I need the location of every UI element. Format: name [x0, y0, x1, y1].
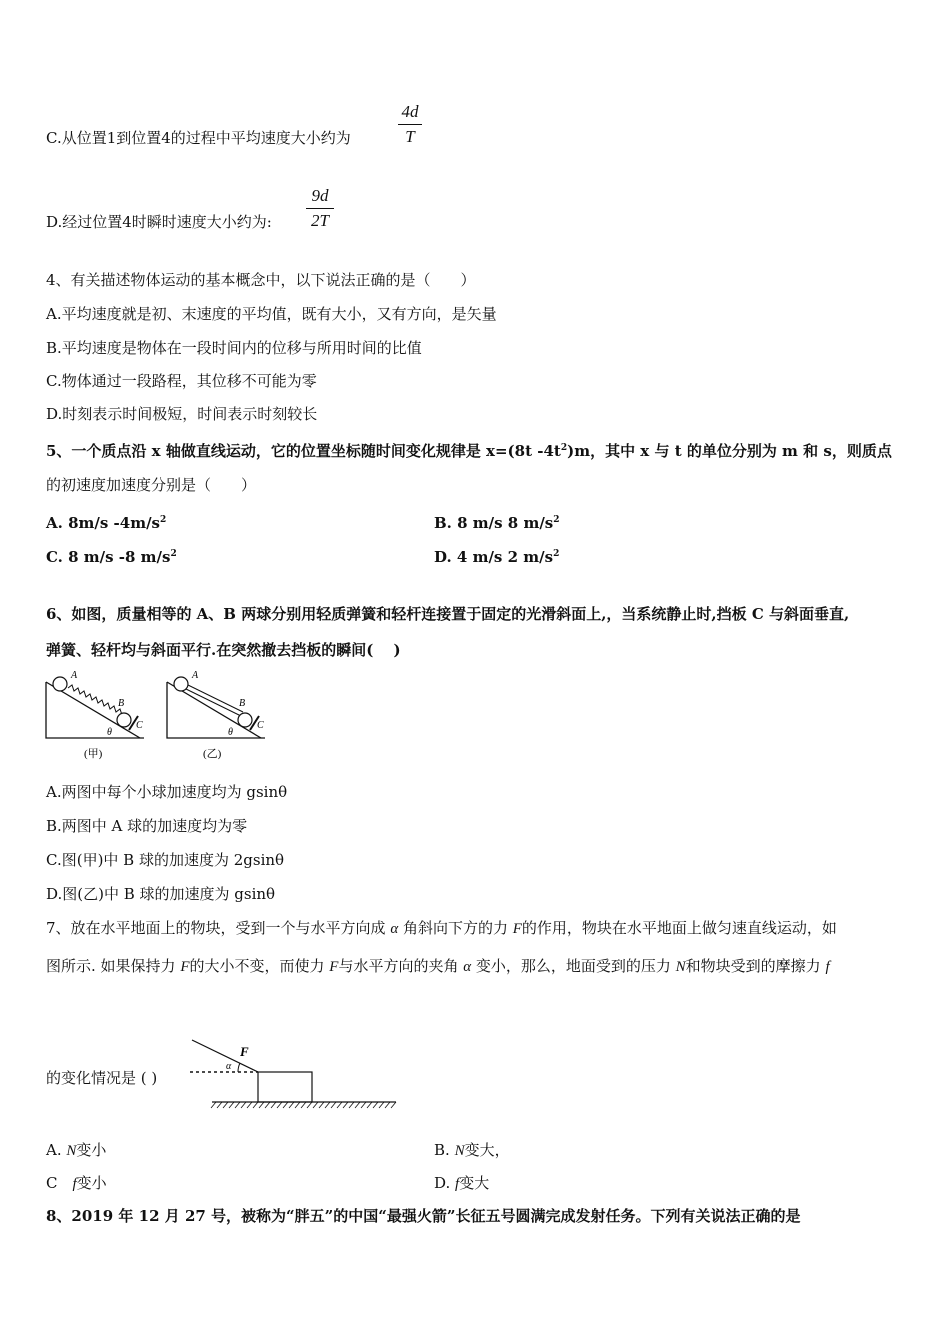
q7-stem-line1 — [46, 918, 837, 939]
caption-yi: (乙) — [203, 748, 222, 760]
q5-a-text: A. 8m/s -4m/s — [46, 514, 160, 532]
label-c-jia: C — [136, 720, 143, 731]
q6-option-c: C.图(甲)中 B 球的加速度为 2gsinθ — [46, 851, 285, 869]
q3-option-c: C.从位置1到位置4的过程中平均速度大小约为 — [46, 129, 351, 147]
q3-option-d: D.经过位置4时瞬时速度大小约为: — [46, 213, 272, 231]
q6-option-a: A.两图中每个小球加速度均为 gsinθ — [46, 783, 288, 801]
q7-d-pre: D. — [434, 1174, 456, 1192]
q7-l1c: 的作用，物块在水平地面上做匀速直线运动，如 — [521, 919, 837, 937]
q6-stem-line2: 弹簧、轻杆均与斜面平行.在突然撤去挡板的瞬间( ) — [46, 641, 401, 659]
q5-b-text: B. 8 m/s 8 m/s — [434, 514, 554, 532]
q5-option-b — [434, 510, 560, 533]
q5-stem-line2: 的初速度加速度分别是（ ） — [46, 476, 257, 494]
q7-b-var: N — [454, 1143, 465, 1159]
q7-a-var: N — [66, 1143, 77, 1159]
q7-d-var: f — [455, 1176, 460, 1192]
q5-option-a — [46, 510, 166, 533]
label-a-yi: A — [192, 670, 199, 681]
q6-figure-yi — [167, 670, 265, 760]
q3-option-c-fraction — [398, 102, 422, 147]
ball-a-yi — [174, 677, 188, 691]
q3-c-numerator: 4d — [401, 102, 419, 121]
q5-option-d — [434, 544, 559, 567]
q4-stem: 4、有关描述物体运动的基本概念中，以下说法正确的是（ ） — [46, 271, 476, 289]
ground-hatching — [211, 1102, 396, 1108]
q7-l2a: 图所示. 如果保持力 — [46, 957, 181, 975]
q7-option-a — [46, 1140, 106, 1161]
q5-exponent: 2 — [560, 443, 568, 453]
q7-friction-var: f — [825, 959, 830, 975]
q3-d-denominator: 2T — [311, 211, 329, 230]
q5-stem-line1 — [46, 438, 892, 461]
label-c-yi: C — [257, 720, 264, 731]
q7-option-c — [46, 1173, 107, 1194]
q7-stem-line2 — [46, 956, 830, 977]
q7-b-pre: B. — [434, 1141, 455, 1159]
q3-d-numerator: 9d — [311, 186, 329, 205]
q5-a-exp: 2 — [160, 515, 167, 525]
q4-option-a: A.平均速度就是初、末速度的平均值，既有大小，又有方向，是矢量 — [46, 305, 497, 323]
q7-f-var: F — [512, 921, 522, 937]
q6-figure-jia — [46, 670, 144, 760]
q7-alpha: α — [390, 921, 399, 937]
q8-stem: 8、2019 年 12 月 27 号，被称为“胖五”的中国“最强火箭”长征五号圆满完成发射任务。下列有关说法正确的是 — [46, 1207, 801, 1225]
q7-b-text: 变大， — [464, 1141, 510, 1159]
q7-f-var3: F — [329, 959, 339, 975]
q7-stem-line3: 的变化情况是 ( ) — [46, 1069, 158, 1087]
q7-l2e: 和物块受到的摩擦力 — [685, 957, 826, 975]
q7-l1b: 角斜向下方的力 — [398, 919, 513, 937]
label-b-jia: B — [118, 698, 125, 709]
q7-l1a: 7、放在水平地面上的物块，受到一个与水平方向成 — [46, 919, 391, 937]
rod-icon — [186, 689, 241, 716]
q7-c-text: 变小 — [76, 1174, 107, 1192]
q6-stem-line1: 6、如图，质量相等的 A、B 两球分别用轻质弹簧和轻杆连接置于固定的光滑斜面上,，当系统静止时,挡板 C 与斜面垂直, — [46, 605, 850, 623]
label-a-jia: A — [71, 670, 78, 681]
ball-b-jia — [117, 713, 131, 727]
q7-l2d: 变小，那么，地面受到的压力 — [471, 957, 676, 975]
label-b-yi: B — [239, 698, 246, 709]
q7-c-var: f — [72, 1176, 77, 1192]
q6-figure — [40, 668, 280, 766]
q7-a-pre: A. — [46, 1141, 67, 1159]
q4-option-b: B.平均速度是物体在一段时间内的位移与所用时间的比值 — [46, 339, 422, 357]
q7-c-pre: C — [46, 1174, 73, 1192]
q6-option-d: D.图(乙)中 B 球的加速度为 gsinθ — [46, 885, 276, 903]
caption-jia: (甲) — [84, 748, 103, 760]
q3-c-denominator: T — [405, 127, 415, 146]
q5-c-exp: 2 — [170, 549, 177, 559]
q6-option-b: B.两图中 A 球的加速度均为零 — [46, 817, 248, 835]
q5-stem-part1: 5、一个质点沿 x 轴做直线运动，它的位置坐标随时间变化规律是 x=(8t -4t — [46, 442, 561, 460]
angle-arc — [238, 1063, 240, 1072]
force-label: F — [240, 1044, 249, 1059]
q7-l2c: 与水平方向的夹角 — [338, 957, 464, 975]
q4-option-c: C.物体通过一段路程，其位移不可能为零 — [46, 372, 317, 390]
q7-d-text: 变大 — [459, 1174, 490, 1192]
q7-a-text: 变小 — [76, 1141, 107, 1159]
q7-f-var2: F — [180, 959, 190, 975]
q5-d-text: D. 4 m/s 2 m/s — [434, 548, 554, 566]
q7-option-b — [434, 1140, 510, 1161]
q7-figure — [186, 1034, 400, 1114]
ball-a-jia — [53, 677, 67, 691]
q7-n-var: N — [675, 959, 686, 975]
q5-stem-part2: )m，其中 x 与 t 的单位分别为 m 和 s，则质点 — [567, 442, 892, 460]
q5-option-c — [46, 544, 177, 567]
q7-alpha2: α — [463, 959, 472, 975]
block — [258, 1072, 312, 1102]
q4-option-d: D.时刻表示时间极短，时间表示时刻较长 — [46, 405, 318, 423]
theta-yi: θ — [228, 727, 233, 738]
alpha-label: α — [226, 1061, 232, 1072]
q3-option-d-fraction — [306, 186, 334, 231]
q7-l2b: 的大小不变，而使力 — [189, 957, 330, 975]
q5-d-exp: 2 — [553, 549, 560, 559]
q7-option-d — [434, 1173, 489, 1194]
q5-b-exp: 2 — [553, 515, 560, 525]
q5-c-text: C. 8 m/s -8 m/s — [46, 548, 171, 566]
ball-b-yi — [238, 713, 252, 727]
theta-jia: θ — [107, 727, 112, 738]
